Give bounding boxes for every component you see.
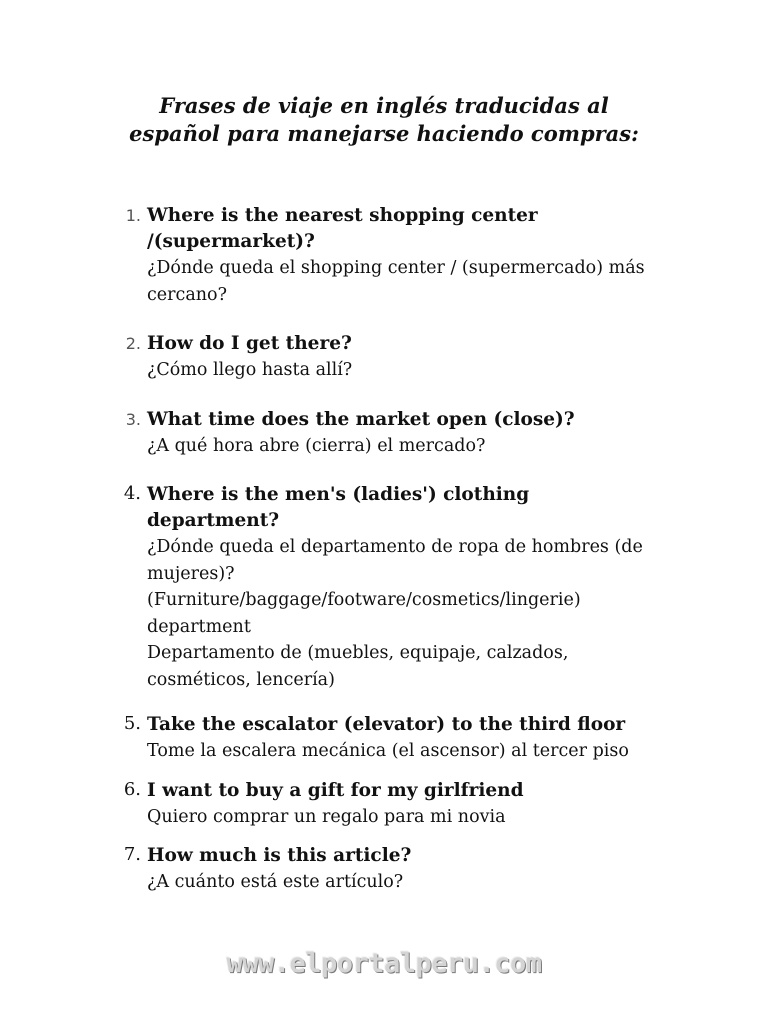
spanish-translation-line: ¿Cómo llego hasta allí? bbox=[147, 360, 353, 380]
english-phrase-line: I want to buy a gift for my girlfriend bbox=[147, 779, 524, 801]
spanish-translation-line: (Furniture/baggage/footware/cosmetics/lingerie) bbox=[147, 590, 581, 610]
title-line-1: Frases de viaje en inglés traducidas al bbox=[159, 93, 609, 118]
list-item-3 bbox=[0, 407, 707, 460]
item-number: 1. bbox=[125, 206, 141, 225]
list-item-6 bbox=[0, 778, 707, 831]
list-item-5 bbox=[0, 712, 707, 765]
spanish-translation-line: cosméticos, lencería) bbox=[147, 669, 335, 690]
spanish-translation-line: Tome la escalera mecánica (el ascensor) al tercer piso bbox=[147, 741, 629, 761]
spanish-translation-line: ¿A cuánto está este artículo? bbox=[147, 872, 404, 892]
english-phrase-line: Where is the nearest shopping center bbox=[147, 205, 538, 226]
item-number: 2. bbox=[125, 334, 141, 353]
spanish-translation-line: cercano? bbox=[147, 284, 227, 305]
english-phrase-line: What time does the market open (close)? bbox=[147, 408, 575, 430]
item-number: 4. bbox=[123, 483, 141, 504]
english-phrase-line: /(supermarket)? bbox=[147, 231, 315, 252]
item-number: 6. bbox=[123, 778, 141, 800]
title-line-2: español para manejarse haciendo compras: bbox=[129, 121, 639, 146]
phrase-list bbox=[0, 203, 768, 896]
list-item-1 bbox=[0, 203, 707, 308]
spanish-translation-line: ¿A qué hora abre (cierra) el mercado? bbox=[147, 435, 486, 456]
item-number: 5. bbox=[123, 713, 141, 734]
spanish-translation-line: mujeres)? bbox=[147, 563, 235, 584]
list-item-4 bbox=[0, 482, 707, 693]
spanish-translation-line: department bbox=[147, 616, 251, 637]
list-item-7 bbox=[0, 843, 707, 896]
english-phrase-line: Where is the men's (ladies') clothing bbox=[147, 484, 530, 505]
english-phrase-line: How much is this article? bbox=[147, 845, 412, 866]
item-number: 7. bbox=[123, 844, 141, 865]
english-phrase-line: department? bbox=[147, 510, 280, 531]
item-number: 3. bbox=[125, 409, 141, 429]
english-phrase-line: Take the escalator (elevator) to the third floor bbox=[147, 714, 626, 735]
spanish-translation-line: ¿Dónde queda el shopping center / (supermercado) más bbox=[147, 258, 645, 278]
page-title bbox=[0, 92, 768, 148]
english-phrase-line: How do I get there? bbox=[147, 333, 352, 354]
watermark-url: www.elportalperu.com bbox=[226, 948, 542, 979]
spanish-translation-line: Departamento de (muebles, equipaje, calzados, bbox=[147, 643, 569, 663]
spanish-translation-line: Quiero comprar un regalo para mi novia bbox=[147, 806, 506, 827]
list-item-2 bbox=[0, 331, 707, 384]
spanish-translation-line: ¿Dónde queda el departamento de ropa de hombres (de bbox=[147, 537, 643, 557]
